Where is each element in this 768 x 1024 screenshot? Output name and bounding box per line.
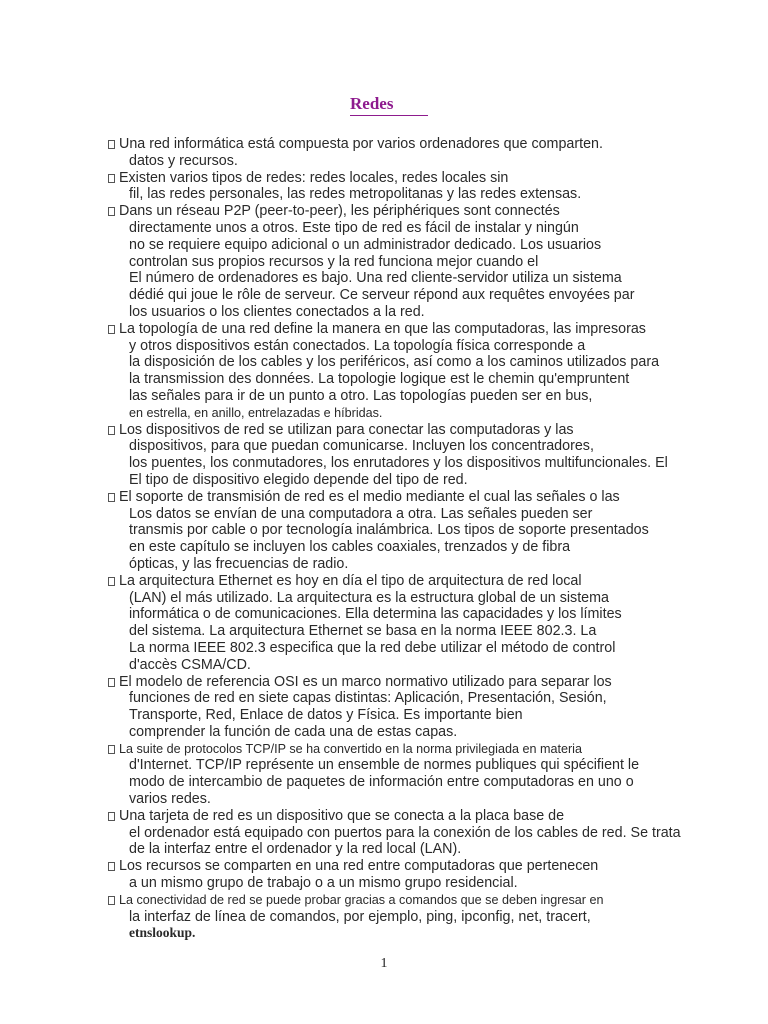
list-item <box>108 573 718 674</box>
item-line: ópticas, y las frecuencias de radio. <box>129 555 349 572</box>
item-line: fil, las redes personales, las redes metropolitanas y las redes extensas. <box>129 186 582 203</box>
item-line: varios redes. <box>129 791 211 808</box>
bullet-icon <box>108 325 115 334</box>
item-line: Los datos se envían de una computadora a otra. Las señales pueden ser <box>129 505 593 522</box>
item-line: El tipo de dispositivo elegido depende del tipo de red. <box>129 471 468 488</box>
bullet-icon <box>108 862 115 871</box>
item-line: directamente unos a otros. Este tipo de red es fácil de instalar y ningún <box>129 219 579 236</box>
item-line: transmis por cable o por tecnología inalámbrica. Los tipos de soporte presentados <box>129 522 649 539</box>
item-line: Dans un réseau P2P (peer-to-peer), les périphériques sont connectés <box>119 203 560 220</box>
item-line: dispositivos, para que puedan comunicarse. Incluyen los concentradores, <box>129 438 594 455</box>
list-item <box>108 741 718 808</box>
item-line: d'accès CSMA/CD. <box>129 656 251 673</box>
item-line: la transmission des données. La topologie logique est le chemin qu'empruntent <box>129 371 630 388</box>
item-line: las señales para ir de un punto a otro. Las topologías pueden ser en bus, <box>129 387 593 404</box>
page-title: Redes <box>350 94 428 116</box>
bullet-icon <box>108 140 115 149</box>
bullet-icon <box>108 493 115 502</box>
list-item <box>108 892 718 942</box>
item-line: comprender la función de cada una de estas capas. <box>129 723 458 740</box>
item-line: La topología de una red define la manera en que las computadoras, las impresoras <box>119 320 646 337</box>
bullet-icon <box>108 207 115 216</box>
item-line: la disposición de los cables y los periféricos, así como a los caminos utilizados para <box>129 354 660 371</box>
list-item <box>108 674 718 741</box>
item-line: funciones de red en siete capas distintas: Aplicación, Presentación, Sesión, <box>129 690 607 707</box>
page-number: 1 <box>380 956 388 971</box>
item-line: d'Internet. TCP/IP représente un ensemble de normes publiques qui spécifient le <box>129 757 640 774</box>
bullet-list <box>108 136 718 942</box>
item-line: modo de intercambio de paquetes de información entre computadoras en uno o <box>129 774 634 791</box>
item-line: etnslookup. <box>129 925 196 941</box>
item-line: la interfaz de línea de comandos, por ejemplo, ping, ipconfig, net, tracert, <box>129 908 591 925</box>
item-line: Una red informática está compuesta por varios ordenadores que comparten. <box>119 136 603 152</box>
item-line: el ordenador está equipado con puertos para la conexión de los cables de red. Se trata <box>129 824 681 841</box>
bullet-icon <box>108 577 115 586</box>
bullet-icon <box>108 745 115 754</box>
item-line: controlan sus propios recursos y la red funciona mejor cuando el <box>129 253 539 270</box>
item-line: Los dispositivos de red se utilizan para conectar las computadoras y las <box>119 421 574 438</box>
bullet-icon <box>108 812 115 821</box>
item-line: en este capítulo se incluyen los cables coaxiales, trenzados y de fibra <box>129 539 571 556</box>
item-line: El modelo de referencia OSI es un marco normativo utilizado para separar los <box>119 673 612 690</box>
item-line: a un mismo grupo de trabajo o a un mismo grupo residencial. <box>129 875 518 892</box>
item-line: de la interfaz entre el ordenador y la red local (LAN). <box>129 841 462 858</box>
bullet-icon <box>108 426 115 435</box>
item-line: Existen varios tipos de redes: redes locales, redes locales sin <box>119 169 509 186</box>
list-item <box>108 321 718 422</box>
item-line: en estrella, en anillo, entrelazadas e híbridas. <box>129 405 383 420</box>
item-line: El número de ordenadores es bajo. Una red cliente-servidor utiliza un sistema <box>129 270 622 287</box>
bullet-icon <box>108 678 115 687</box>
item-line: El soporte de transmisión de red es el medio mediante el cual las señales o las <box>119 488 620 505</box>
item-line: y otros dispositivos están conectados. La topología física corresponde a <box>129 337 586 354</box>
item-line: los puentes, los conmutadores, los enrutadores y los dispositivos multifuncionales. El <box>129 455 668 472</box>
item-line: Una tarjeta de red es un dispositivo que se conecta a la placa base de <box>119 807 565 824</box>
item-line: La norma IEEE 802.3 especifica que la red debe utilizar el método de control <box>129 639 616 656</box>
item-line: La conectividad de red se puede probar gracias a comandos que se deben ingresar en <box>119 892 604 907</box>
item-line: Transporte, Red, Enlace de datos y Física. Es importante bien <box>129 707 523 724</box>
list-item <box>108 858 718 892</box>
item-line: del sistema. La arquitectura Ethernet se basa en la norma IEEE 802.3. La <box>129 623 597 640</box>
list-item <box>108 808 718 858</box>
item-line: (LAN) el más utilizado. La arquitectura es la estructura global de un sistema <box>129 589 609 606</box>
list-item <box>108 136 718 170</box>
list-item <box>108 489 718 573</box>
list-item <box>108 170 718 204</box>
item-line: no se requiere equipo adicional o un administrador dedicado. Los usuarios <box>129 236 602 253</box>
item-line: Los recursos se comparten en una red entre computadoras que pertenecen <box>119 858 599 875</box>
list-item <box>108 203 718 321</box>
item-line: informática o de comunicaciones. Ella determina las capacidades y los límites <box>129 606 622 623</box>
item-line: La suite de protocolos TCP/IP se ha convertido en la norma privilegiada en materia <box>119 741 582 756</box>
item-line: La arquitectura Ethernet es hoy en día el tipo de arquitectura de red local <box>119 572 582 589</box>
item-line: dédié qui joue le rôle de serveur. Ce serveur répond aux requêtes envoyées par <box>129 287 635 304</box>
list-item <box>108 422 718 489</box>
item-line: datos y recursos. <box>129 152 238 169</box>
item-line: los usuarios o los clientes conectados a la red. <box>129 303 425 320</box>
bullet-icon <box>108 174 115 183</box>
bullet-icon <box>108 896 115 905</box>
